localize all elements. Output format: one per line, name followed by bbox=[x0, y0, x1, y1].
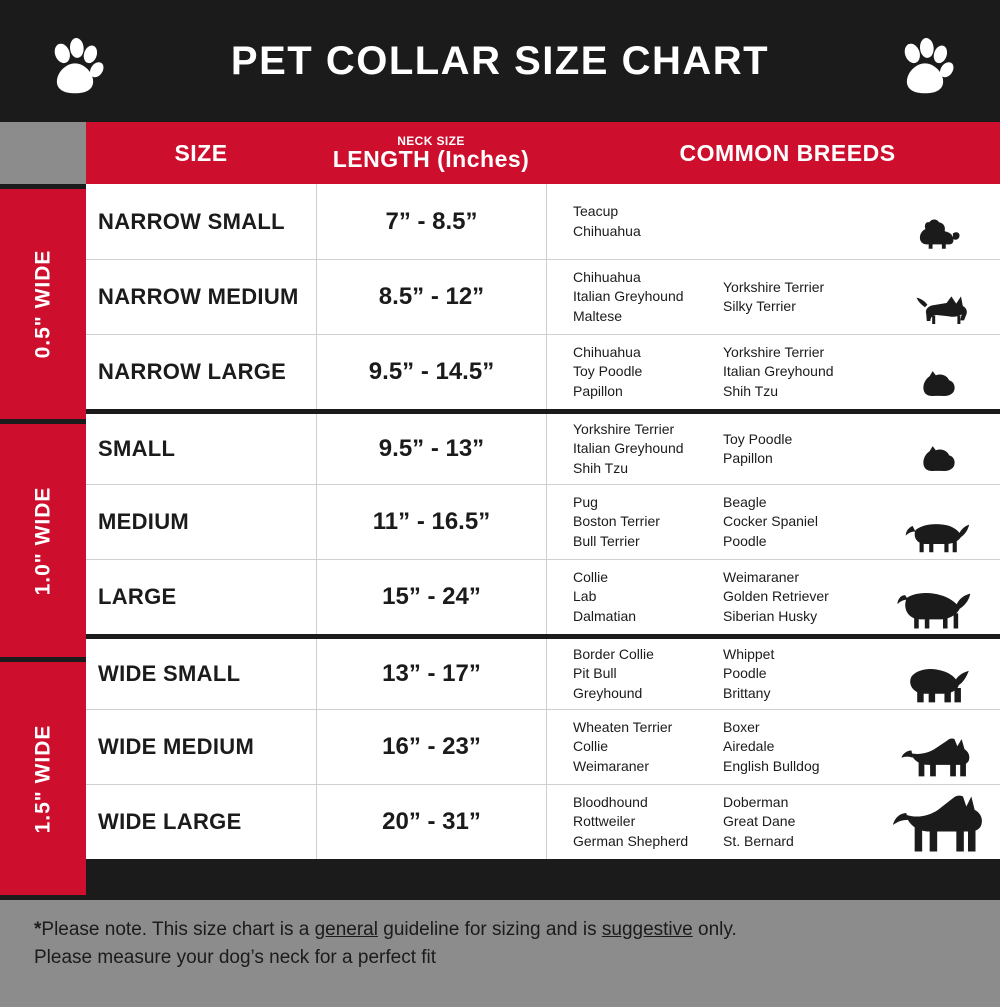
column-header-breeds: COMMON BREEDS bbox=[679, 139, 896, 166]
row-length: 9.5” - 13” bbox=[316, 414, 546, 484]
breed-item: Italian Greyhound bbox=[723, 363, 834, 380]
breed-item: Collie bbox=[573, 738, 609, 755]
breed-item: Cocker Spaniel bbox=[723, 513, 818, 530]
breed-item: Greyhound bbox=[573, 684, 643, 701]
row-breeds bbox=[546, 785, 1000, 859]
row-breeds bbox=[546, 260, 1000, 334]
table-row bbox=[86, 784, 1000, 859]
chihuahua-dog-icon bbox=[883, 260, 1000, 334]
table-row bbox=[86, 484, 1000, 559]
breed-column-1 bbox=[573, 420, 723, 478]
row-breeds bbox=[546, 485, 1000, 559]
table-row bbox=[86, 409, 1000, 484]
breed-item: Dalmatian bbox=[573, 607, 637, 624]
chart-header bbox=[0, 0, 1000, 122]
row-size: WIDE MEDIUM bbox=[98, 734, 255, 759]
row-length: 9.5” - 14.5” bbox=[316, 335, 546, 409]
bulldog-dog-icon bbox=[883, 639, 1000, 709]
row-breeds bbox=[546, 184, 1000, 259]
breed-column-2 bbox=[723, 493, 883, 551]
width-group-label: 0.5" WIDE bbox=[31, 249, 54, 359]
breed-item: Italian Greyhound bbox=[573, 288, 684, 305]
row-size: SMALL bbox=[98, 436, 176, 461]
breed-item: Great Dane bbox=[723, 813, 796, 830]
table-row bbox=[86, 259, 1000, 334]
table-header-row bbox=[86, 122, 1000, 184]
breed-column-1 bbox=[573, 568, 723, 626]
breed-item: Golden Retriever bbox=[723, 588, 829, 605]
breed-item: Poodle bbox=[723, 532, 767, 549]
width-group-label: 1.0" WIDE bbox=[31, 486, 54, 595]
breed-item: Papillon bbox=[723, 450, 773, 466]
breed-item: Shih Tzu bbox=[573, 459, 628, 476]
breed-item: Weimaraner bbox=[723, 569, 799, 586]
breed-item: Toy Poodle bbox=[723, 430, 793, 447]
breed-column-2 bbox=[723, 718, 883, 776]
breed-column-1 bbox=[573, 718, 723, 776]
row-breeds bbox=[546, 710, 1000, 784]
breed-item: Papillon bbox=[573, 382, 623, 399]
breed-item: St. Bernard bbox=[723, 832, 794, 849]
column-header-length bbox=[316, 122, 546, 184]
breed-item: Border Collie bbox=[573, 646, 654, 663]
breed-item: Pug bbox=[573, 494, 598, 511]
width-group-column bbox=[0, 122, 86, 895]
row-length: 7” - 8.5” bbox=[316, 184, 546, 259]
row-size: WIDE LARGE bbox=[98, 809, 242, 834]
breed-column-2 bbox=[723, 343, 883, 401]
footer-text-c: only. bbox=[692, 919, 737, 940]
paw-print-icon bbox=[896, 38, 954, 96]
breed-item: Pit Bull bbox=[573, 665, 617, 682]
breed-item: Airedale bbox=[723, 738, 775, 755]
table-row bbox=[86, 709, 1000, 784]
breed-column-1 bbox=[573, 268, 723, 326]
width-group-2 bbox=[0, 662, 86, 895]
table-row bbox=[86, 334, 1000, 409]
breed-column-2 bbox=[723, 430, 883, 469]
breed-item: Maltese bbox=[573, 307, 623, 324]
column-header-neck-size: NECK SIZE bbox=[397, 133, 465, 148]
row-size: NARROW SMALL bbox=[98, 208, 285, 234]
row-length: 16” - 23” bbox=[316, 710, 546, 784]
pomeranian-dog-icon bbox=[883, 335, 1000, 409]
footer-text-a: Please note. This size chart is a bbox=[41, 919, 315, 940]
row-length: 13” - 17” bbox=[316, 639, 546, 709]
table-row bbox=[86, 634, 1000, 709]
width-group-1 bbox=[0, 424, 86, 657]
breed-item: Boston Terrier bbox=[573, 513, 660, 530]
breed-item: Toy Poodle bbox=[573, 363, 643, 380]
breed-item: Rottweiler bbox=[573, 813, 636, 830]
row-length: 8.5” - 12” bbox=[316, 260, 546, 334]
breed-item: German Shepherd bbox=[573, 832, 689, 849]
table-row bbox=[86, 559, 1000, 634]
breed-item: Italian Greyhound bbox=[573, 440, 684, 457]
breed-item: Weimaraner bbox=[573, 757, 649, 774]
breed-item: Silky Terrier bbox=[723, 298, 796, 314]
width-group-label: 1.5" WIDE bbox=[31, 724, 54, 833]
breed-column-1 bbox=[573, 493, 723, 551]
breed-column-2 bbox=[723, 278, 883, 317]
footer-text-b: guideline for sizing and is bbox=[377, 919, 602, 940]
row-size: NARROW MEDIUM bbox=[98, 284, 299, 309]
breed-item: Siberian Husky bbox=[723, 607, 818, 624]
footer-line-1 bbox=[34, 916, 966, 944]
column-header-length-label: LENGTH (Inches) bbox=[332, 146, 530, 173]
breed-item: Shih Tzu bbox=[723, 382, 778, 399]
footer-asterisk: * bbox=[34, 919, 42, 940]
column-header-size: SIZE bbox=[174, 139, 228, 166]
beagle-dog-icon bbox=[883, 485, 1000, 559]
breed-item: Wheaten Terrier bbox=[573, 719, 673, 736]
breed-item: Poodle bbox=[723, 665, 767, 682]
breed-item: Lab bbox=[573, 588, 597, 605]
breed-item: Collie bbox=[573, 569, 609, 586]
breed-item: Brittany bbox=[723, 684, 771, 701]
breed-item: Yorkshire Terrier bbox=[723, 278, 825, 295]
row-breeds bbox=[546, 639, 1000, 709]
pomeranian-dog-icon bbox=[883, 414, 1000, 484]
row-breeds bbox=[546, 414, 1000, 484]
page-title: PET COLLAR SIZE CHART bbox=[230, 38, 770, 83]
yorkie-dog-icon bbox=[883, 184, 1000, 259]
breed-item: Yorkshire Terrier bbox=[573, 421, 675, 438]
row-breeds bbox=[546, 335, 1000, 409]
breed-item: Chihuahua bbox=[573, 344, 641, 361]
row-length: 15” - 24” bbox=[316, 560, 546, 634]
breed-item: Boxer bbox=[723, 719, 760, 736]
breed-item: Yorkshire Terrier bbox=[723, 344, 825, 361]
breed-column-1 bbox=[573, 202, 723, 241]
row-size: MEDIUM bbox=[98, 509, 190, 534]
breed-column-1 bbox=[573, 343, 723, 401]
row-length: 11” - 16.5” bbox=[316, 485, 546, 559]
great-dane-dog-icon bbox=[883, 785, 1000, 859]
row-size: NARROW LARGE bbox=[98, 359, 287, 384]
footer-note bbox=[0, 895, 1000, 1007]
row-length: 20” - 31” bbox=[316, 785, 546, 859]
corner-cell bbox=[0, 122, 86, 184]
footer-underline-general: general bbox=[314, 919, 378, 940]
breed-item: Beagle bbox=[723, 494, 767, 511]
table-body bbox=[86, 122, 1000, 895]
paw-print-icon bbox=[46, 38, 104, 96]
row-size: WIDE SMALL bbox=[98, 661, 241, 686]
breed-item: Teacup bbox=[573, 203, 619, 220]
breed-item: Chihuahua bbox=[573, 222, 641, 239]
breed-column-1 bbox=[573, 793, 723, 851]
breed-item: Chihuahua bbox=[573, 269, 641, 286]
footer-underline-suggestive: suggestive bbox=[601, 919, 693, 940]
row-size: LARGE bbox=[98, 584, 177, 609]
breed-item: Bloodhound bbox=[573, 794, 648, 811]
labrador-dog-icon bbox=[883, 560, 1000, 634]
width-group-0 bbox=[0, 189, 86, 419]
table-row bbox=[86, 184, 1000, 259]
breed-item: Whippet bbox=[723, 646, 775, 663]
breed-column-2 bbox=[723, 793, 883, 851]
breed-item: English Bulldog bbox=[723, 757, 820, 774]
breed-column-1 bbox=[573, 645, 723, 703]
footer-line-2: Please measure your dog’s neck for a perfect fit bbox=[34, 946, 437, 968]
breed-column-2 bbox=[723, 568, 883, 626]
size-table bbox=[0, 122, 1000, 895]
boxer-dog-icon bbox=[883, 710, 1000, 784]
breed-item: Bull Terrier bbox=[573, 532, 640, 549]
row-breeds bbox=[546, 560, 1000, 634]
breed-item: Doberman bbox=[723, 794, 789, 811]
breed-column-2 bbox=[723, 645, 883, 703]
